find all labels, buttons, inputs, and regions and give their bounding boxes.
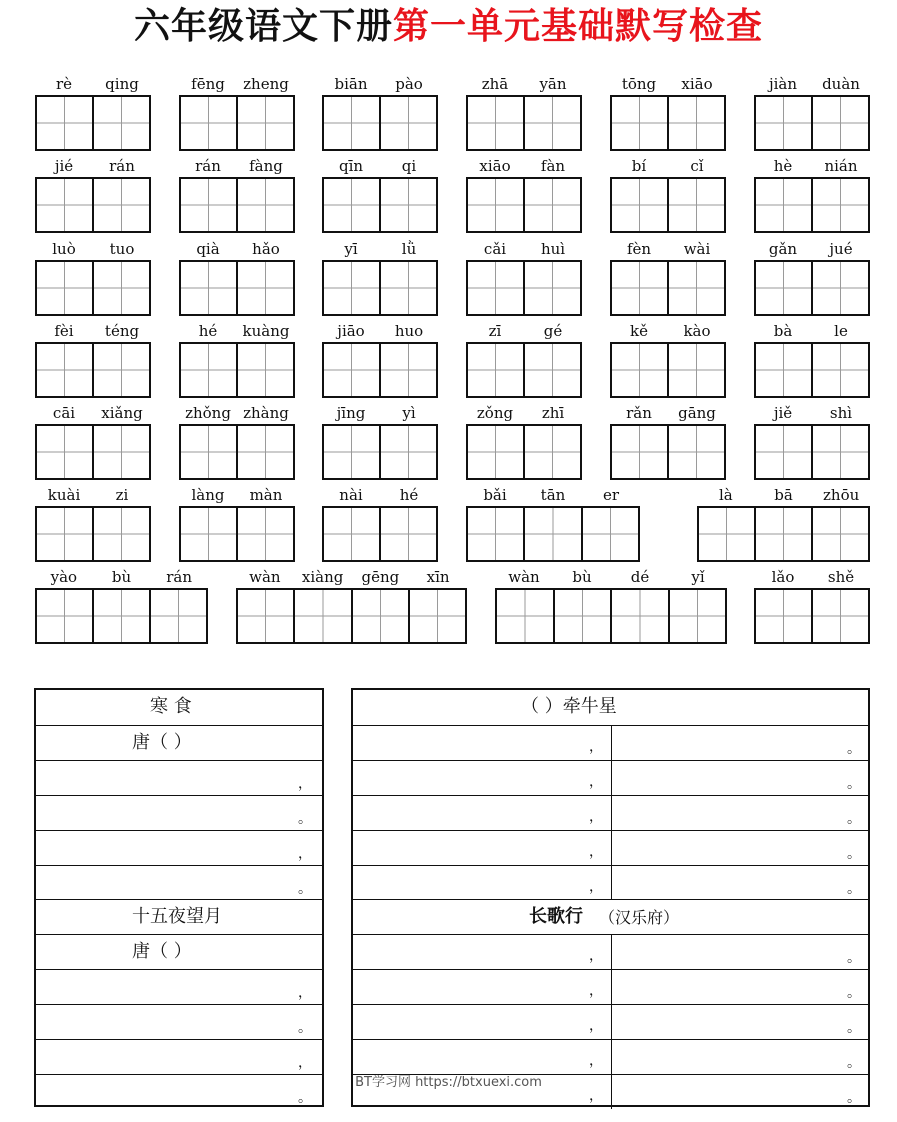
pinyin-label: xiāo	[479, 157, 511, 175]
pinyin-label: rán	[109, 157, 135, 175]
tianzige-cell[interactable]	[468, 426, 525, 478]
poem-line-row[interactable]	[36, 1004, 322, 1039]
poem-author: 唐（ ）	[132, 941, 192, 963]
writing-box-group[interactable]	[610, 260, 726, 316]
tianzige-cell[interactable]	[381, 262, 436, 314]
period-mark: 。	[298, 1089, 312, 1106]
pinyin-label: fèi	[54, 322, 74, 340]
tianzige-cell[interactable]	[813, 426, 868, 478]
tianzige-cell[interactable]	[324, 262, 381, 314]
pinyin-label: qīn	[338, 157, 364, 175]
pinyin-label: yì	[402, 404, 416, 422]
poem-line-row[interactable]	[36, 1039, 322, 1074]
pinyin-label: tuo	[109, 240, 135, 258]
pinyin-label: rǎn	[626, 404, 652, 422]
pinyin-label: jié	[54, 157, 74, 175]
tianzige-cell[interactable]	[669, 344, 724, 396]
comma-mark: ，	[298, 775, 312, 792]
tianzige-cell[interactable]	[756, 97, 813, 149]
tianzige-cell[interactable]	[94, 426, 149, 478]
pinyin-label: nián	[824, 157, 858, 175]
comma-mark: ，	[589, 738, 603, 755]
right-poem-table	[351, 688, 870, 1107]
comma-mark: ，	[589, 948, 603, 965]
pinyin-label: gēng	[361, 568, 400, 586]
poem-title-row	[36, 899, 322, 934]
pinyin-label: zī	[488, 322, 502, 340]
tianzige-cell[interactable]	[181, 97, 238, 149]
tianzige-cell[interactable]	[612, 344, 669, 396]
tianzige-cell[interactable]	[238, 262, 293, 314]
writing-box-group[interactable]	[179, 506, 295, 562]
tianzige-cell[interactable]	[238, 508, 293, 560]
tianzige-cell[interactable]	[295, 590, 352, 642]
period-mark: 。	[847, 1020, 861, 1037]
comma-mark: ，	[589, 808, 603, 825]
tianzige-cell[interactable]	[410, 590, 465, 642]
pinyin-label: gǎn	[768, 240, 798, 258]
column-divider	[611, 725, 612, 900]
tianzige-cell[interactable]	[181, 262, 238, 314]
tianzige-cell[interactable]	[525, 179, 580, 231]
tianzige-cell[interactable]	[813, 262, 868, 314]
writing-box-group[interactable]	[322, 260, 438, 316]
title-grade: 六年级语文下册	[133, 5, 393, 47]
pinyin-label: kě	[630, 322, 648, 340]
pinyin-label: rè	[55, 75, 73, 93]
writing-box-group[interactable]	[35, 260, 151, 316]
pinyin-label: zhàng	[243, 404, 289, 422]
tianzige-cell[interactable]	[525, 97, 580, 149]
tianzige-cell[interactable]	[181, 426, 238, 478]
comma-mark: ，	[298, 845, 312, 862]
pinyin-label: tān	[540, 486, 566, 504]
tianzige-cell[interactable]	[468, 262, 525, 314]
pinyin-label: bù	[572, 568, 592, 586]
writing-box-group[interactable]	[35, 424, 151, 480]
pinyin-label: bā	[774, 486, 793, 504]
writing-box-group[interactable]	[466, 424, 582, 480]
pinyin-label: biān	[334, 75, 368, 93]
poem-line-row[interactable]	[36, 795, 322, 830]
writing-box-group[interactable]	[35, 506, 151, 562]
writing-box-group[interactable]	[754, 95, 870, 151]
pinyin-label: fèn	[626, 240, 652, 258]
period-mark: 。	[298, 880, 312, 897]
tianzige-cell[interactable]	[324, 508, 381, 560]
tianzige-cell[interactable]	[381, 179, 436, 231]
tianzige-cell[interactable]	[324, 344, 381, 396]
tianzige-cell[interactable]	[612, 179, 669, 231]
writing-box-group[interactable]	[754, 260, 870, 316]
pinyin-label: hé	[198, 322, 218, 340]
comma-mark: ，	[589, 1087, 603, 1104]
pinyin-label: huì	[540, 240, 566, 258]
poem-author-row	[36, 725, 322, 760]
comma-mark: ，	[589, 773, 603, 790]
period-mark: 。	[847, 985, 861, 1002]
pinyin-label: hè	[773, 157, 793, 175]
pinyin-label: xīn	[426, 568, 450, 586]
tianzige-cell[interactable]	[238, 179, 293, 231]
writing-box-group[interactable]	[610, 424, 726, 480]
writing-box-group[interactable]	[610, 342, 726, 398]
pinyin-label: dé	[630, 568, 650, 586]
period-mark: 。	[847, 740, 861, 757]
tianzige-cell[interactable]	[181, 344, 238, 396]
writing-box-group[interactable]	[466, 342, 582, 398]
period-mark: 。	[847, 880, 861, 897]
pinyin-label: xiāo	[681, 75, 713, 93]
tianzige-cell[interactable]	[813, 508, 868, 560]
tianzige-cell[interactable]	[381, 508, 436, 560]
pinyin-label: bí	[631, 157, 647, 175]
tianzige-cell[interactable]	[669, 97, 724, 149]
left-poem-table	[34, 688, 324, 1107]
pinyin-label: gé	[543, 322, 563, 340]
tianzige-cell[interactable]	[324, 426, 381, 478]
pinyin-label: pào	[395, 75, 423, 93]
comma-mark: ，	[589, 878, 603, 895]
pinyin-label: le	[834, 322, 848, 340]
tianzige-cell[interactable]	[756, 262, 813, 314]
writing-box-group[interactable]	[495, 588, 727, 644]
pinyin-label: cǎi	[483, 240, 507, 258]
tianzige-cell[interactable]	[353, 590, 410, 642]
comma-mark: ，	[589, 1018, 603, 1035]
comma-mark: ，	[589, 983, 603, 1000]
tianzige-cell[interactable]	[151, 590, 206, 642]
writing-box-group[interactable]	[322, 424, 438, 480]
tianzige-cell[interactable]	[37, 179, 94, 231]
tianzige-cell[interactable]	[468, 97, 525, 149]
period-mark: 。	[847, 775, 861, 792]
tianzige-cell[interactable]	[612, 97, 669, 149]
comma-mark: ，	[589, 843, 603, 860]
tianzige-cell[interactable]	[381, 426, 436, 478]
tianzige-cell[interactable]	[669, 426, 724, 478]
pinyin-label: bù	[111, 568, 132, 586]
tianzige-cell[interactable]	[756, 590, 813, 642]
writing-box-group[interactable]	[610, 177, 726, 233]
tianzige-cell[interactable]	[94, 97, 149, 149]
writing-box-group[interactable]	[610, 95, 726, 151]
pinyin-label: màn	[249, 486, 283, 504]
tianzige-cell[interactable]	[37, 262, 94, 314]
writing-box-group[interactable]	[322, 95, 438, 151]
period-mark: 。	[298, 1020, 312, 1037]
tianzige-cell[interactable]	[612, 426, 669, 478]
writing-box-group[interactable]	[179, 424, 295, 480]
pinyin-label: bǎi	[483, 486, 507, 504]
pinyin-label: hǎo	[252, 240, 280, 258]
tianzige-cell[interactable]	[181, 508, 238, 560]
period-mark: 。	[847, 950, 861, 967]
pinyin-label: jiě	[773, 404, 793, 422]
tianzige-cell[interactable]	[813, 179, 868, 231]
tianzige-cell[interactable]	[238, 97, 293, 149]
pinyin-label: qi	[401, 157, 417, 175]
period-mark: 。	[847, 1055, 861, 1071]
pinyin-label: xiàng	[301, 568, 344, 586]
pinyin-label: shě	[827, 568, 855, 586]
tianzige-cell[interactable]	[699, 508, 756, 560]
pinyin-label: yǐ	[691, 568, 705, 586]
period-mark: 。	[847, 845, 861, 862]
poem-title: （ ）牵牛星	[521, 696, 617, 717]
pinyin-label: hé	[399, 486, 419, 504]
pinyin-label: zhǒng	[185, 404, 231, 422]
pinyin-label: qing	[105, 75, 139, 93]
period-mark: 。	[847, 810, 861, 827]
tianzige-cell[interactable]	[756, 179, 813, 231]
pinyin-label: là	[718, 486, 733, 504]
pinyin-label: fàn	[540, 157, 566, 175]
pinyin-label: gāng	[678, 404, 716, 422]
pinyin-label: yān	[539, 75, 567, 93]
poem-line-row[interactable]	[36, 830, 322, 865]
tianzige-cell[interactable]	[94, 262, 149, 314]
pinyin-label: bà	[773, 322, 793, 340]
tianzige-cell[interactable]	[756, 508, 813, 560]
writing-box-group[interactable]	[179, 260, 295, 316]
tianzige-cell[interactable]	[583, 508, 638, 560]
tianzige-cell[interactable]	[238, 344, 293, 396]
pinyin-label: wàn	[508, 568, 540, 586]
pinyin-label: jué	[829, 240, 853, 258]
pinyin-label: zhōu	[823, 486, 860, 504]
writing-box-group[interactable]	[697, 506, 870, 562]
poem-author-row	[36, 934, 322, 969]
poem-title: 长歌行	[529, 906, 583, 928]
writing-box-group[interactable]	[179, 342, 295, 398]
tianzige-cell[interactable]	[525, 262, 580, 314]
writing-box-group[interactable]	[466, 506, 640, 562]
tianzige-cell[interactable]	[238, 590, 295, 642]
pinyin-label: er	[602, 486, 620, 504]
pinyin-label: fēng	[191, 75, 225, 93]
pinyin-label: xiǎng	[101, 404, 143, 422]
pinyin-label: kuàng	[242, 322, 290, 340]
tianzige-cell[interactable]	[37, 590, 94, 642]
poem-title: 寒 食	[150, 696, 192, 717]
tianzige-cell[interactable]	[181, 179, 238, 231]
comma-mark: ，	[589, 1053, 603, 1069]
tianzige-cell[interactable]	[94, 590, 151, 642]
tianzige-cell[interactable]	[324, 179, 381, 231]
tianzige-cell[interactable]	[381, 97, 436, 149]
tianzige-cell[interactable]	[468, 508, 525, 560]
watermark: BT学习网 https://btxuexi.com	[355, 1075, 542, 1090]
tianzige-cell[interactable]	[813, 344, 868, 396]
poem-title: 十五夜望月	[132, 906, 222, 928]
tianzige-cell[interactable]	[813, 590, 868, 642]
tianzige-cell[interactable]	[37, 426, 94, 478]
writing-box-group[interactable]	[466, 177, 582, 233]
pinyin-label: jiàn	[768, 75, 798, 93]
tianzige-cell[interactable]	[381, 344, 436, 396]
pinyin-label: wàn	[249, 568, 281, 586]
pinyin-label: rán	[195, 157, 221, 175]
writing-box-group[interactable]	[35, 588, 208, 644]
pinyin-label: wài	[683, 240, 711, 258]
pinyin-label: kuài	[47, 486, 81, 504]
writing-box-group[interactable]	[35, 177, 151, 233]
pinyin-label: zhā	[481, 75, 509, 93]
pinyin-label: nài	[339, 486, 363, 504]
poem-author: 唐（ ）	[132, 731, 192, 753]
tianzige-cell[interactable]	[555, 590, 613, 642]
pinyin-label: làng	[191, 486, 225, 504]
pinyin-label: shì	[829, 404, 853, 422]
poem-title-row	[353, 899, 868, 934]
tianzige-cell[interactable]	[94, 344, 149, 396]
pinyin-label: zheng	[243, 75, 289, 93]
pinyin-label: tōng	[621, 75, 657, 93]
poem-title-row	[353, 690, 868, 725]
pinyin-label: lǎo	[771, 568, 795, 586]
tianzige-cell[interactable]	[324, 97, 381, 149]
comma-mark: ，	[298, 1055, 312, 1071]
writing-box-group[interactable]	[322, 342, 438, 398]
writing-box-group[interactable]	[466, 260, 582, 316]
poem-line-row[interactable]	[36, 969, 322, 1004]
tianzige-cell[interactable]	[94, 508, 149, 560]
pinyin-label: huo	[394, 322, 424, 340]
writing-box-group[interactable]	[179, 177, 295, 233]
tianzige-cell[interactable]	[670, 590, 726, 642]
tianzige-cell[interactable]	[525, 508, 582, 560]
pinyin-label: jiāo	[337, 322, 365, 340]
tianzige-cell[interactable]	[525, 426, 580, 478]
tianzige-cell[interactable]	[37, 508, 94, 560]
pinyin-label: rán	[166, 568, 193, 586]
writing-box-group[interactable]	[754, 588, 870, 644]
tianzige-cell[interactable]	[468, 344, 525, 396]
pinyin-label: cāi	[52, 404, 76, 422]
writing-box-group[interactable]	[322, 177, 438, 233]
writing-box-group[interactable]	[754, 424, 870, 480]
pinyin-label: téng	[104, 322, 140, 340]
pinyin-label: zi	[115, 486, 129, 504]
poem-title-row	[36, 690, 322, 725]
tianzige-cell[interactable]	[525, 344, 580, 396]
comma-mark: ，	[298, 985, 312, 1002]
period-mark: 。	[847, 1089, 861, 1106]
pinyin-label: luò	[52, 240, 76, 258]
tianzige-cell[interactable]	[612, 590, 670, 642]
poem-line-row[interactable]	[36, 760, 322, 795]
pinyin-label: duàn	[822, 75, 860, 93]
writing-box-group[interactable]	[322, 506, 438, 562]
pinyin-label: fàng	[249, 157, 283, 175]
tianzige-cell[interactable]	[669, 262, 724, 314]
tianzige-cell[interactable]	[37, 344, 94, 396]
pinyin-label: yī	[344, 240, 358, 258]
tianzige-cell[interactable]	[813, 97, 868, 149]
pinyin-label: cǐ	[690, 157, 704, 175]
tianzige-cell[interactable]	[612, 262, 669, 314]
period-mark: 。	[298, 810, 312, 827]
tianzige-cell[interactable]	[756, 344, 813, 396]
tianzige-cell[interactable]	[497, 590, 555, 642]
writing-box-group[interactable]	[35, 95, 151, 151]
pinyin-label: lǜ	[401, 240, 417, 258]
writing-box-group[interactable]	[466, 95, 582, 151]
tianzige-cell[interactable]	[756, 426, 813, 478]
writing-box-group[interactable]	[236, 588, 467, 644]
pinyin-label: kào	[683, 322, 711, 340]
pinyin-label: qià	[196, 240, 220, 258]
poem-line-row[interactable]	[36, 865, 322, 900]
pinyin-label: zhī	[541, 404, 565, 422]
title-unit: 第一单元基础默写检查	[393, 5, 764, 47]
tianzige-cell[interactable]	[94, 179, 149, 231]
tianzige-cell[interactable]	[468, 179, 525, 231]
writing-box-group[interactable]	[35, 342, 151, 398]
writing-box-group[interactable]	[754, 177, 870, 233]
writing-box-group[interactable]	[754, 342, 870, 398]
pinyin-label: yào	[50, 568, 78, 586]
tianzige-cell[interactable]	[238, 426, 293, 478]
pinyin-label: jīng	[336, 404, 366, 422]
writing-box-group[interactable]	[179, 95, 295, 151]
pinyin-label: zǒng	[476, 404, 514, 422]
tianzige-cell[interactable]	[37, 97, 94, 149]
page-title	[0, 4, 897, 48]
poem-source: （汉乐府）	[599, 908, 680, 928]
tianzige-cell[interactable]	[669, 179, 724, 231]
